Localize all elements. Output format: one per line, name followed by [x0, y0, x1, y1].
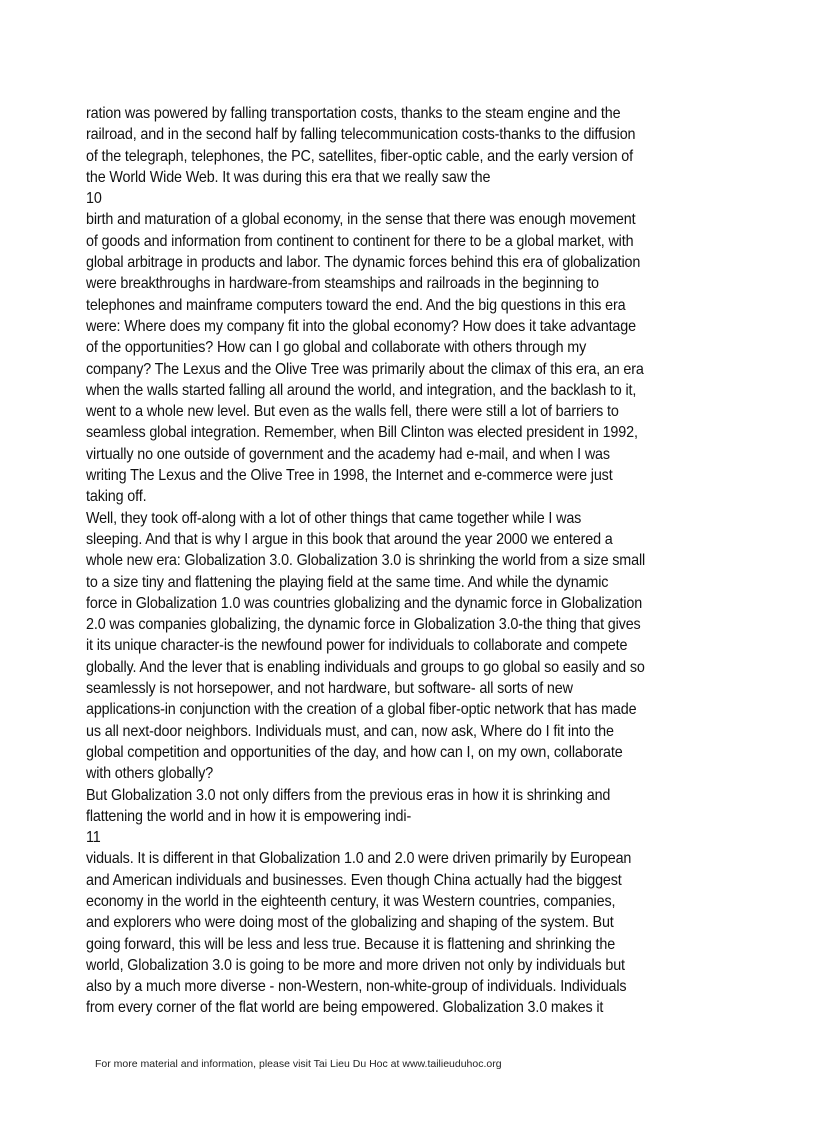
text-line: viduals. It is different in that Globalization 1.0 and 2.0 were driven primarily by European: [86, 850, 632, 868]
text-line: ration was powered by falling transportation costs, thanks to the steam engine and the: [86, 105, 621, 122]
text-line: whole new era: Globalization 3.0. Globalization 3.0 is shrinking the world from a size small: [86, 552, 646, 570]
text-line: writing The Lexus and the Olive Tree in 1998, the Internet and e-commerce were just: [86, 467, 613, 485]
text-line: telephones and mainframe computers toward the end. And the big questions in this era: [86, 296, 626, 314]
text-line: going forward, this will be less and less true. Because it is flattening and shrinking the: [86, 935, 616, 953]
page-number: 10: [86, 190, 102, 208]
text-line: birth and maturation of a global economy, in the sense that there was enough movement: [86, 211, 636, 229]
text-line: went to a whole new level. But even as the walls fell, there were still a lot of barriers to: [86, 403, 619, 421]
text-line: sleeping. And that is why I argue in this book that around the year 2000 we entered a: [86, 530, 613, 548]
text-line: force in Globalization 1.0 was countries globalizing and the dynamic force in Globalization: [86, 594, 643, 612]
text-line: world, Globalization 3.0 is going to be more and more driven not only by individuals but: [86, 956, 625, 974]
text-line: were breakthroughs in hardware-from steamships and railroads in the beginning to: [86, 275, 599, 293]
page-footer: For more material and information, please visit Tai Lieu Du Hoc at www.tailieuduhoc.org: [95, 1058, 502, 1070]
text-line: when the walls started falling all around the world, and integration, and the backlash to it,: [86, 381, 637, 399]
page-number: 11: [86, 829, 101, 847]
text-line: to a size tiny and flattening the playing field at the same time. And while the dynamic: [86, 573, 609, 591]
text-line: seamless global integration. Remember, when Bill Clinton was elected president in 1992,: [86, 424, 638, 442]
text-line: railroad, and in the second half by falling telecommunication costs-thanks to the diffusion: [86, 126, 636, 144]
text-line: virtually no one outside of government and the academy had e-mail, and when I was: [86, 445, 610, 463]
text-line: flattening the world and in how it is empowering indi-: [86, 807, 412, 825]
text-line: from every corner of the flat world are being empowered. Globalization 3.0 makes it: [86, 999, 604, 1017]
text-line: 2.0 was companies globalizing, the dynamic force in Globalization 3.0-the thing that gives: [86, 616, 641, 634]
text-line: of goods and information from continent to continent for there to be a global market, with: [86, 232, 634, 250]
text-line: But Globalization 3.0 not only differs from the previous eras in how it is shrinking and: [86, 786, 611, 804]
text-line: it its unique character-is the newfound power for individuals to collaborate and compete: [86, 637, 628, 655]
text-line: with others globally?: [86, 765, 214, 783]
text-line: also by a much more diverse - non-Western, non-white-group of individuals. Individuals: [86, 978, 627, 996]
text-line: economy in the world in the eighteenth century, it was Western countries, companies,: [86, 892, 616, 910]
text-line: and American individuals and businesses. Even though China actually had the biggest: [86, 871, 622, 889]
text-line: the World Wide Web. It was during this era that we really saw the: [86, 168, 491, 186]
text-line: of the opportunities? How can I go global and collaborate with others through my: [86, 339, 587, 357]
text-line: were: Where does my company fit into the global economy? How does it take advantage: [86, 317, 636, 335]
text-line: seamlessly is not horsepower, and not hardware, but software- all sorts of new: [86, 680, 573, 698]
text-line: global competition and opportunities of the day, and how can I, on my own, collaborate: [86, 743, 623, 761]
text-line: and explorers who were doing most of the globalizing and shaping of the system. But: [86, 914, 614, 932]
text-line: us all next-door neighbors. Individuals must, and can, now ask, Where do I fit into the: [86, 722, 614, 740]
text-line: globally. And the lever that is enabling individuals and groups to go global so easily and so: [86, 658, 645, 676]
text-line: of the telegraph, telephones, the PC, satellites, fiber-optic cable, and the early version of: [86, 147, 634, 165]
text-line: taking off.: [86, 488, 147, 506]
document-body: [86, 103, 776, 1019]
text-line: global arbitrage in products and labor. The dynamic forces behind this era of globalization: [86, 254, 641, 272]
text-line: Well, they took off-along with a lot of other things that came together while I was: [86, 509, 582, 527]
text-line: applications-in conjunction with the creation of a global fiber-optic network that has made: [86, 701, 637, 719]
text-line: company? The Lexus and the Olive Tree was primarily about the climax of this era, an era: [86, 360, 644, 378]
